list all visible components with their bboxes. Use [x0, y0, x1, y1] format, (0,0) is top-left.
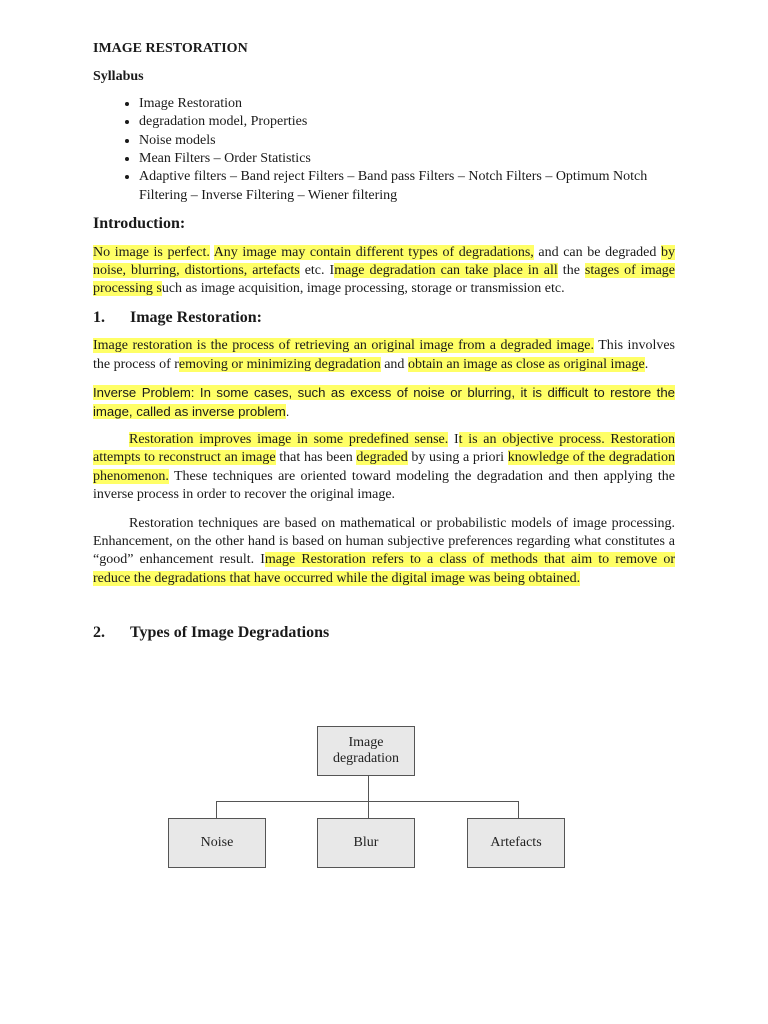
paragraph	[93, 337, 675, 374]
paragraph	[93, 515, 675, 589]
highlighted-text: No image is perfect.	[93, 244, 210, 260]
highlighted-text: Inverse Problem: In some cases, such as excess of noise or blurring, it is difficult to restore the image, called as inverse problem	[93, 385, 675, 419]
paragraph	[93, 431, 675, 505]
highlighted-text: obtain an image as close as original image	[407, 356, 645, 372]
paragraph	[93, 384, 675, 421]
text-run: and can be degraded	[533, 244, 661, 260]
section-title: Types of Image Degradations	[130, 624, 330, 642]
text-run: I	[448, 431, 459, 447]
syllabus-list	[93, 95, 675, 205]
text-run: uch as image acquisition, image processing, storage or transmission etc.	[161, 281, 565, 297]
document-title: IMAGE RESTORATION	[93, 41, 248, 56]
introduction-paragraph	[93, 244, 675, 299]
connector-line	[216, 801, 217, 818]
text-run: by using a priori	[407, 450, 508, 466]
highlighted-text: knowledge of the degradation phenomenon.	[93, 450, 675, 484]
diagram-node-artefacts: Artefacts	[467, 818, 565, 868]
section-2-heading	[93, 624, 675, 642]
highlighted-text: Image restoration is the process of retrieving an original image from a degraded image.	[93, 338, 594, 354]
list-item: • Noise models	[139, 132, 675, 150]
text-run: and	[380, 356, 408, 372]
section-1-heading	[93, 309, 675, 327]
text-run: Restoration techniques are based on mathematical or probabilistic models of image processing. Enhancement, on the other hand is based on human subjective preferences regarding what constitutes a “good” enhancement result. I	[93, 515, 675, 568]
highlighted-text: Any image may contain different types of degradations,	[213, 244, 534, 260]
diagram-node-noise: Noise	[168, 818, 266, 868]
highlighted-text: by noise, blurring, distortions, artefacts	[93, 244, 675, 279]
highlighted-text: degraded	[356, 450, 408, 466]
text-run: .	[644, 356, 649, 372]
list-item: • Image Restoration	[139, 95, 675, 113]
highlighted-text: mage degradation can take place in all	[334, 263, 558, 279]
syllabus-heading: Syllabus	[93, 69, 144, 85]
connector-line	[368, 775, 369, 801]
introduction-heading: Introduction:	[93, 215, 186, 233]
section-title: Image Restoration:	[130, 308, 262, 326]
text-run: This involves the process of r	[93, 338, 676, 372]
highlighted-text: Restoration improves image in some predefined sense.	[129, 431, 449, 447]
list-item: • degradation model, Properties	[139, 113, 675, 131]
text-run: that has been	[275, 450, 357, 466]
highlighted-text: mage Restoration refers to a class of methods that aim to remove or reduce the degradations that have occurred while the digital image was being obtained.	[93, 552, 675, 586]
text-run: These techniques are oriented toward modeling the degradation and then applying the inverse process in order to recover the original image.	[93, 468, 675, 503]
highlighted-text: emoving or minimizing degradation	[178, 356, 381, 372]
highlighted-text: stages of image processing s	[93, 263, 676, 297]
section-number: 1.	[93, 308, 105, 326]
list-item: • Adaptive filters – Band reject Filters – Band pass Filters – Notch Filters – Optimum Notch Filtering – Inverse Filtering – Wiener filtering	[139, 168, 675, 205]
text-run: etc. I	[299, 263, 335, 279]
degradation-diagram	[93, 716, 675, 886]
list-item: • Mean Filters – Order Statistics	[139, 150, 675, 168]
text-run: .	[285, 403, 290, 419]
connector-line	[368, 801, 369, 818]
connector-line	[518, 801, 519, 818]
highlighted-text: t is an objective process. Restoration attempts to reconstruct an image	[93, 431, 675, 466]
section-number: 2.	[93, 624, 105, 642]
document-page	[93, 40, 675, 653]
text-run: the	[557, 263, 585, 279]
diagram-node-blur: Blur	[317, 818, 415, 868]
diagram-root-node: Image degradation	[317, 726, 415, 776]
